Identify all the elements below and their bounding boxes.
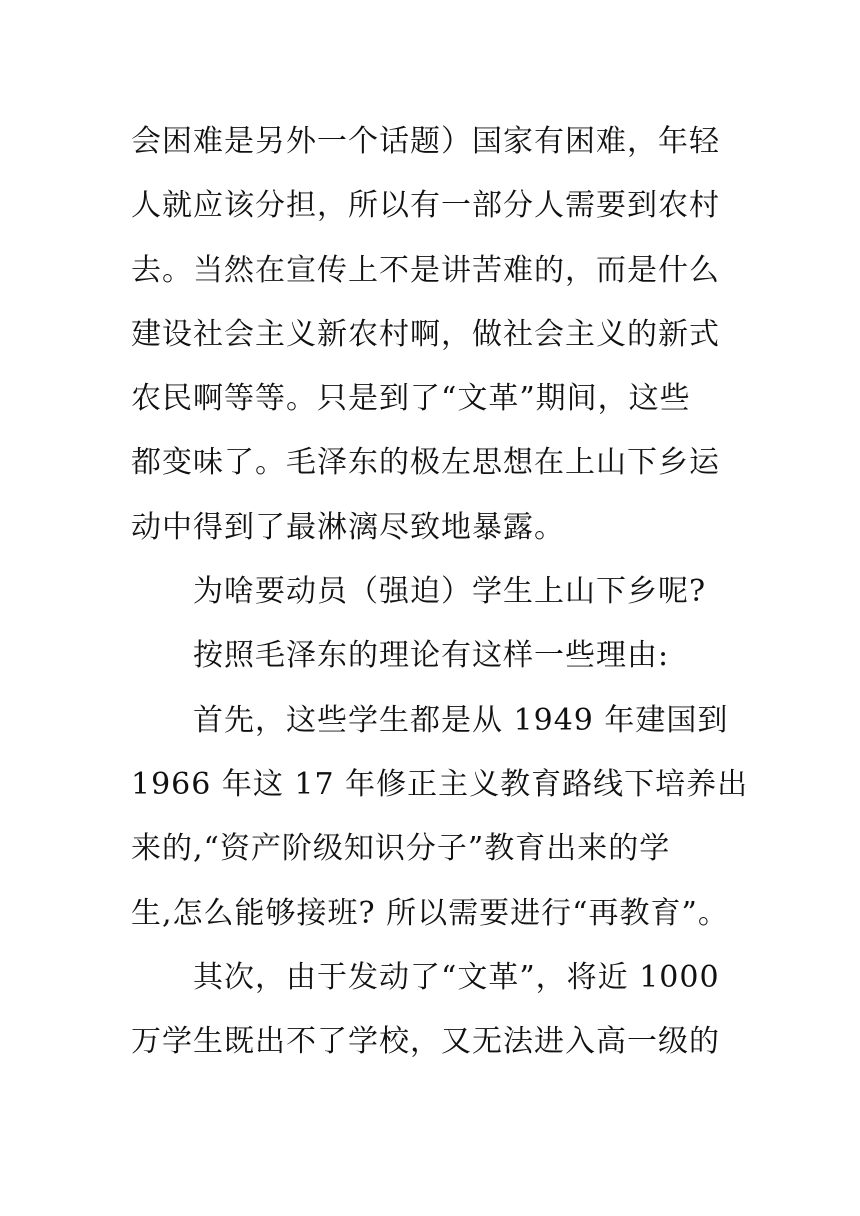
paragraph-question: 为啥要动员（强迫）学生上山下乡呢? (193, 574, 707, 610)
text-line: 都变味了。毛泽东的极左思想在上山下乡运 (131, 445, 720, 481)
text-line: 动中得到了最淋漓尽致地暴露。 (131, 509, 565, 545)
text-line: 万学生既出不了学校，又无法进入高一级的 (131, 1024, 720, 1060)
paragraph-first-reason: 首先，这些学生都是从 1949 年建国到 (193, 702, 729, 738)
text-line: 人就应该分担，所以有一部分人需要到农村 (131, 188, 720, 224)
text-line: 去。当然在宣传上不是讲苦难的，而是什么 (131, 252, 720, 288)
text-line: 会困难是另外一个话题）国家有困难，年轻 (131, 124, 720, 159)
body-text (131, 110, 749, 1074)
text-line: 来的,“资产阶级知识分子”教育出来的学 (131, 831, 671, 867)
paragraph-second-reason: 其次，由于发动了“文革”，将近 1000 (193, 959, 720, 995)
paragraph-intro: 按照毛泽东的理论有这样一些理由: (193, 638, 670, 674)
text-line: 1966 年这 17 年修正主义教育路线下培养出 (131, 766, 749, 802)
text-line: 生,怎么能够接班? 所以需要进行“再教育”。 (131, 895, 729, 931)
text-line: 农民啊等等。只是到了“文革”期间，这些 (131, 381, 691, 417)
text-line: 建设社会主义新农村啊，做社会主义的新式 (131, 316, 720, 352)
